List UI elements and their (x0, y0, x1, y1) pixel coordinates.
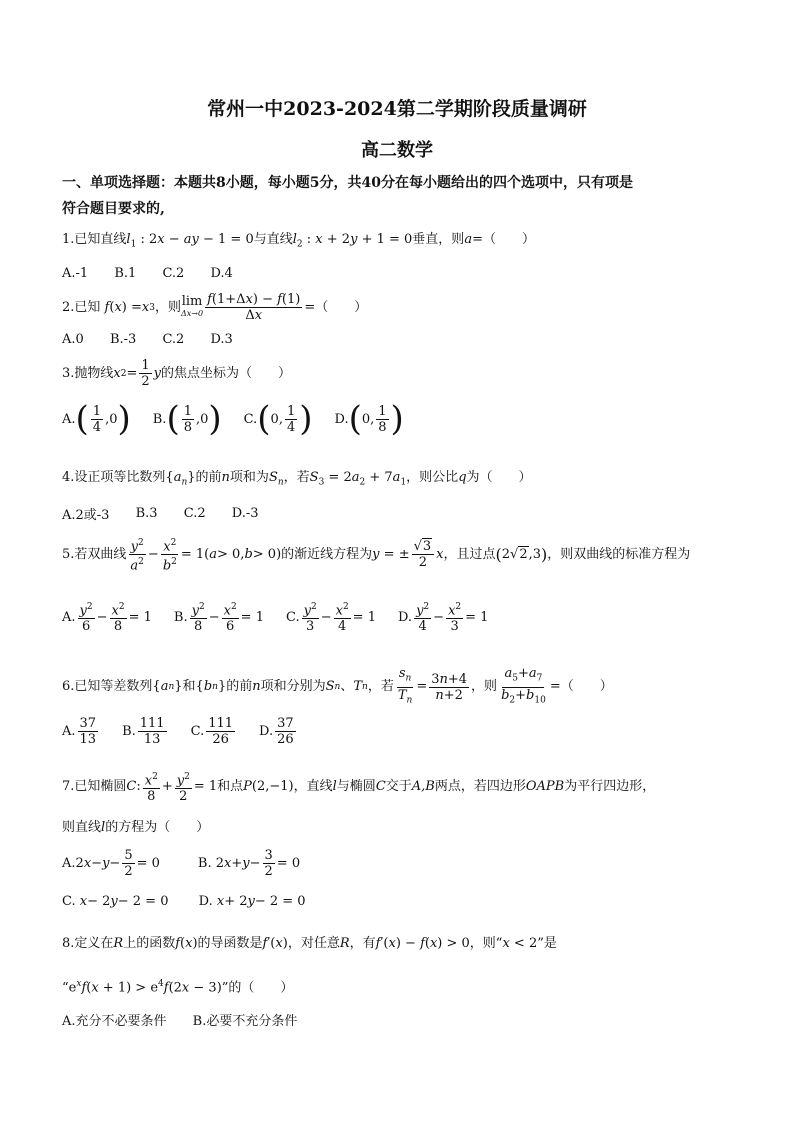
option-b[interactable]: B.-3 (109, 332, 137, 347)
section-heading-line2: 符合题目要求的, (62, 201, 165, 217)
option-d[interactable]: D.4 (210, 266, 233, 281)
option-a[interactable]: A.2或-3 (62, 508, 110, 523)
option-a[interactable]: A. 2 x − y − $\frac{5}{2}$ = 0 (62, 848, 160, 879)
option-c[interactable]: C.2 (162, 332, 185, 347)
option-b[interactable]: B.3 (135, 506, 158, 521)
section-heading (62, 170, 742, 222)
option-c[interactable]: C. $\frac{111}{26}$ (190, 716, 234, 747)
question-1-options (62, 266, 255, 281)
option-d[interactable]: D. $\frac{37}{26}$ (259, 716, 294, 747)
option-b[interactable]: B. $\frac{y^2}{8}$ − $\frac{x^2}{6}$ = 1 (173, 602, 264, 635)
question-4-options (62, 504, 281, 523)
option-b[interactable]: B.必要不充分条件 (192, 1014, 298, 1029)
option-d[interactable]: D.3 (210, 332, 233, 347)
option-b[interactable]: B.1 (114, 266, 137, 281)
option-a[interactable]: A. $\frac{37}{13}$ (62, 716, 97, 747)
option-b[interactable]: B. $\frac{111}{13}$ (122, 716, 165, 747)
option-c[interactable]: C.2 (183, 506, 206, 521)
option-a[interactable]: A. ( $\frac{1}{4}$ ,0 ) (62, 399, 131, 439)
section-heading-line1: 一、单项选择题：本题共8小题，每小题5分，共40分在每小题给出的四个选项中，只有项是 (62, 175, 633, 191)
question-7-line2: 则直线l的方程为（ ） (62, 820, 210, 835)
option-c[interactable]: C. $\frac{y^2}{3}$ − $\frac{x^2}{4}$ = 1 (285, 602, 376, 635)
question-3: 3.抛物线 x 2 = $\frac{1}{2}$ y 的焦点坐标为（ ） (62, 358, 292, 389)
option-c[interactable]: C.2 (162, 266, 185, 281)
question-4: 4.设正项等比数列$\{a_n\}$的前n项和为$S_n$，若$S_3 = 2a_2 + 7a_1$，则公比q为（ ） (62, 470, 532, 488)
question-2-options (62, 332, 255, 347)
option-a[interactable]: A. $\frac{y^2}{6}$ − $\frac{x^2}{8}$ = 1 (62, 602, 152, 635)
option-d[interactable]: D. x + 2 y − 2 = 0 (198, 894, 306, 909)
option-d[interactable]: D. ( 0, $\frac{1}{8}$ ) (334, 399, 404, 439)
option-d[interactable]: D. $\frac{y^2}{4}$ − $\frac{x^2}{3}$ = 1 (397, 602, 489, 635)
exam-subtitle: 高二数学 (361, 140, 433, 161)
option-b[interactable]: B. 2 x + y − $\frac{3}{2}$ = 0 (197, 848, 301, 879)
option-b[interactable]: B. ( $\frac{1}{8}$ ,0 ) (152, 399, 222, 439)
question-7-options-row2 (62, 894, 328, 909)
question-6: 6.已知等差数列 { a n } 和 { b n } 的前 n 项和分别为 S n 、 T n ，若 $\frac{s_n}{T_n}$ = $\frac{3n+4}{n+2}$ ，则 $\frac{a_5+a_7}{b_2+b_{10}}$ =（ ） (62, 666, 613, 706)
option-c[interactable]: C. ( 0, $\frac{1}{4}$ ) (243, 399, 313, 439)
question-8-line2: “$e^xf(x + 1) > e^4f(2x - 3)$”的（ ） (62, 979, 294, 996)
question-8-options (62, 1010, 319, 1029)
exam-title: 常州一中2023-2024第二学期阶段质量调研 (207, 98, 587, 120)
question-5: 5.若双曲线 $\frac{y^2}{a^2}$ − $\frac{x^2}{b^2}$ = 1( a > 0, b > 0) 的渐近线方程为 y = ± $\frac{√3}{2}$ x ，且过点 ( 2√2,3 ) ，则双曲线的标准方程为 (62, 538, 691, 574)
option-c[interactable]: C. x − 2 y − 2 = 0 (62, 894, 169, 909)
question-5-options (62, 600, 510, 634)
question-7-options-row1 (62, 848, 322, 879)
question-8: 8.定义在R上的函数f(x)的导函数是f′(x)，对任意R，有f′(x) − f(x) > 0，则“x < 2”是 (62, 936, 557, 951)
option-d[interactable]: D.-3 (231, 506, 259, 521)
question-3-options (62, 399, 426, 439)
option-a[interactable]: A.-1 (62, 266, 89, 281)
question-7: 7.已知椭圆 C : $\frac{x^2}{8}$ + $\frac{y^2}{2}$ = 1 和点 P (2,−1) ，直线 l 与椭圆 C 交于 A,B 两点，若四边形 OAPB 为平行四边形， (62, 772, 656, 805)
option-a[interactable]: A.充分不必要条件 (62, 1014, 167, 1029)
question-2: 2.已知 f ( x ) = x 3 ，则 lim Δx→0 $\frac{f(1+\Delta x) - f(1)}{\Delta x}$ =（ ） (62, 292, 368, 323)
option-a[interactable]: A.0 (62, 332, 84, 347)
question-1: 1.已知直线$l_1$ : 2x − ay − 1 = 0与直线$l_2$ : x + 2y + 1 = 0垂直，则a=（ ） (62, 232, 535, 250)
question-6-options (62, 716, 320, 747)
